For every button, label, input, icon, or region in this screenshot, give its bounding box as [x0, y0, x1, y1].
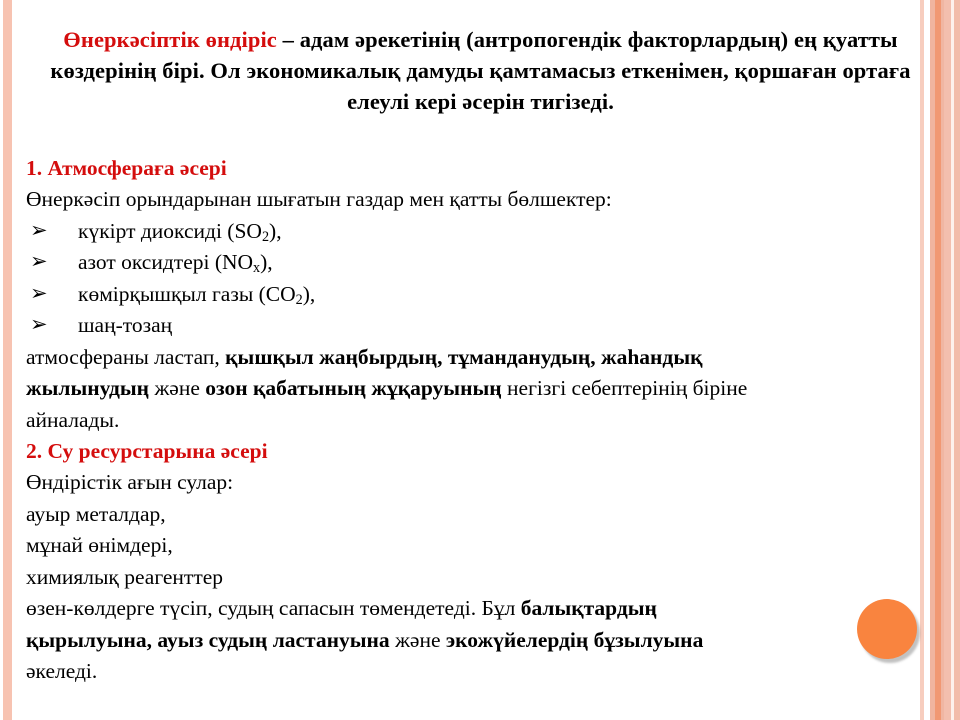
bullet-text: шаң-тозаң — [78, 313, 173, 337]
section-2-item-3: химиялық реагенттер — [26, 564, 224, 589]
bullet-subscript: 2 — [295, 291, 303, 308]
list-item — [26, 279, 936, 311]
closing-bold: озон қабатының жұқаруының — [205, 376, 502, 400]
section-2-intro: Өндірістік ағын сулар: — [26, 470, 234, 494]
section-1-intro: Өнеркәсіп орындарынан шығатын газдар мен қатты бөлшектер: — [26, 187, 612, 211]
bullet-subscript: x — [253, 260, 261, 277]
closing-plain: және — [389, 627, 446, 652]
bullet-text: азот оксидтері (NO — [78, 250, 254, 274]
list-item — [26, 310, 936, 342]
title-line2: қуатты көздерінің бірі. Ол экономикалық дамуды қамтамасыз еткенімен, — [50, 27, 898, 83]
bullet-tail: ), — [269, 218, 282, 243]
title-line1-rest: – адам әрекетінің (антропогендік факторлардың) ең — [276, 27, 818, 52]
closing-bold: экожүйелердің бұзылуына — [445, 627, 704, 652]
list-item — [26, 247, 936, 279]
arrow-bullet-icon: ➢ — [30, 249, 48, 273]
arrow-bullet-icon: ➢ — [30, 217, 48, 242]
section-1-bullet-list — [26, 216, 936, 342]
arrow-bullet-icon: ➢ — [30, 280, 48, 305]
closing-plain: және — [149, 376, 206, 400]
bullet-tail: ), — [302, 281, 316, 306]
closing-bold: қырылуына, ауыз судың ластануына — [26, 627, 390, 652]
section-2-heading: 2. Су ресурстарына әсері — [26, 439, 268, 463]
section-2-closing-line-3: әкеледі. — [26, 659, 98, 683]
section-1-closing-line-3: айналады. — [26, 407, 120, 432]
slide-body — [26, 153, 936, 688]
closing-bold: қышқыл жаңбырдың, тұманданудың, жаһандық — [225, 344, 703, 369]
section-2-item-1: ауыр металдар, — [26, 501, 166, 526]
bullet-tail: ), — [260, 250, 273, 274]
closing-bold: жылынудың — [26, 376, 150, 400]
title-keyword: Өнеркәсіптік өндіріс — [63, 27, 277, 52]
bullet-text: көмірқышқыл газы (CO — [78, 281, 296, 306]
closing-bold: балықтардың — [520, 596, 657, 620]
section-2-item-2: мұнай өнімдері, — [26, 533, 173, 557]
closing-plain: өзен-көлдерге түсіп, судың сапасын төмендетеді. Бұл — [26, 596, 521, 620]
closing-plain: негізгі себептерінің біріне — [501, 376, 748, 400]
bullet-subscript: 2 — [261, 228, 270, 245]
section-1-closing-line-1 — [26, 342, 936, 374]
bullet-text: күкірт диоксиді (SO — [78, 218, 262, 243]
section-1-heading: 1. Атмосфераға әсері — [26, 156, 227, 180]
slide-title — [28, 24, 933, 117]
list-item — [26, 216, 936, 248]
arrow-bullet-icon: ➢ — [30, 312, 48, 336]
closing-plain: атмосфераны ластап, — [26, 344, 226, 369]
section-1-closing-line-2 — [26, 373, 936, 405]
section-2-closing-line-2 — [26, 625, 936, 657]
section-2-closing-line-1 — [26, 593, 936, 625]
title-line3: қоршаған ортаға елеулі кері әсерін тигізеді. — [347, 58, 911, 114]
